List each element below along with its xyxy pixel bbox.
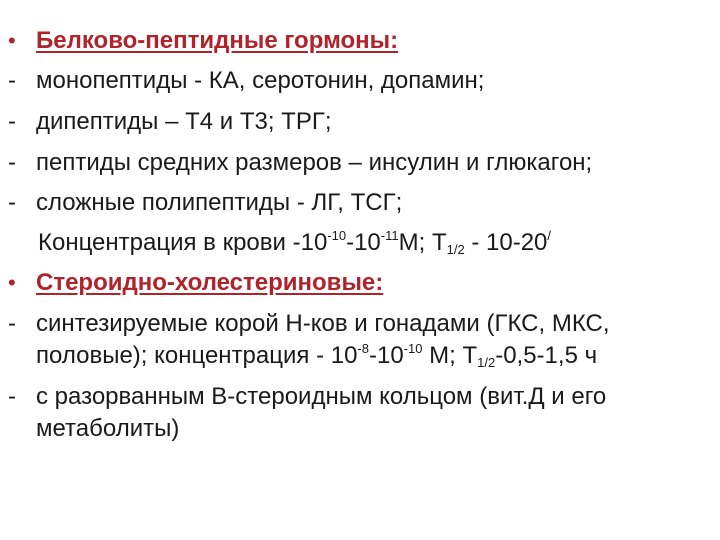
dash-marker: - — [8, 108, 16, 135]
conc2-prefix: половые); концентрация - 10 — [36, 342, 358, 369]
conc2-exp-2: -10 — [403, 341, 423, 356]
dash-marker: - — [8, 383, 16, 410]
item-medium-peptides: пептиды средних размеров – инсулин и глюкагон; — [36, 149, 593, 176]
conc-prefix: Концентрация в крови -10 — [38, 229, 328, 256]
conc2-exp-1: -8 — [357, 341, 369, 356]
item-dipeptides: дипептиды – Т4 и Т3; ТРГ; — [36, 108, 332, 135]
conc-exp-1: -10 — [327, 228, 347, 243]
item-complex-polypeptides: сложные полипептиды - ЛГ, ТСГ; — [36, 189, 403, 216]
conc-unit: М; Т — [398, 229, 447, 256]
item-monopeptides: монопептиды - КА, серотонин, допамин; — [36, 67, 485, 94]
dash-marker: - — [8, 67, 16, 94]
dash-marker: - — [8, 149, 16, 176]
half-life-sub-2: 1/2 — [477, 355, 496, 370]
item-broken-ring-line-2: метаболиты) — [36, 415, 180, 442]
half-life-sup: / — [547, 228, 552, 243]
bullet-marker: • — [8, 270, 16, 295]
conc-mid: -10 — [346, 229, 381, 256]
dash-marker: - — [8, 189, 16, 216]
bullet-marker: • — [8, 28, 16, 53]
conc2-unit: М; Т — [422, 342, 478, 369]
dash-marker: - — [8, 310, 16, 337]
conc2-mid: -10 — [368, 342, 404, 369]
concentration-text — [38, 228, 551, 258]
item-synthesized-line-2 — [36, 341, 597, 371]
half-life-value-2: -0,5-1,5 ч — [495, 342, 598, 369]
item-broken-ring-line-1: с разорванным В-стероидным кольцом (вит.Д и его — [36, 383, 607, 410]
conc-exp-2: -11 — [380, 228, 399, 243]
heading-steroid: Стероидно-холестериновые: — [36, 269, 384, 296]
half-life-sub: 1/2 — [446, 242, 465, 257]
item-synthesized-line-1: синтезируемые корой Н-ков и гонадами (ГКС, МКС, — [36, 310, 610, 337]
heading-protein-peptide: Белково-пептидные гормоны: — [36, 27, 399, 54]
half-life-value: - 10-20 — [464, 229, 548, 256]
